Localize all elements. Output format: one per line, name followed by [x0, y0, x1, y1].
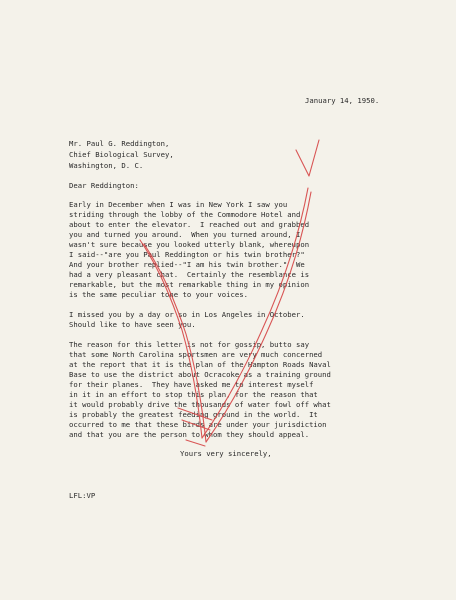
check-mark-stroke — [296, 140, 319, 176]
body-line: you and turned you around. When you turned around, I — [69, 230, 301, 239]
body-line: and that you are the person to whom they should appeal. — [69, 430, 310, 439]
body-line: that some North Carolina sportsmen are very much concerned — [69, 350, 323, 359]
recipient-title: Chief Biological Survey, — [69, 150, 174, 159]
body-line: Should like to have seen you. — [69, 320, 196, 329]
closing: Yours very sincerely, — [180, 449, 272, 458]
body-line: at the report that it is the plan of the Hampton Roads Naval — [69, 360, 331, 369]
body-line: Base to use the district about Ocracoke as a training ground — [69, 370, 331, 379]
body-line: striding through the lobby of the Commodore Hotel and — [69, 210, 301, 219]
recipient-name: Mr. Paul G. Reddington, — [69, 139, 170, 148]
body-line: wasn't sure because you looked utterly blank, whereupon — [69, 240, 310, 249]
body-line: is the same peculiar tone to your voices. — [69, 290, 248, 299]
body-line: had a very pleasant chat. Certainly the resemblance is — [69, 270, 310, 279]
body-line: for their planes. They have asked me to interest myself — [69, 380, 314, 389]
body-line: And your brother replied--"I am his twin brother." We — [69, 260, 305, 269]
body-line: is probably the greatest feeding ground in the world. It — [69, 410, 318, 419]
body-line: remarkable, but the most remarkable thing in my opinion — [69, 280, 310, 289]
salutation: Dear Reddington: — [69, 181, 139, 190]
letter-date: January 14, 1950. — [305, 96, 380, 105]
body-line: in it in an effort to stop this plan, for the reason that — [69, 390, 318, 399]
body-line: I said--"are you Paul Reddington or his twin brother?" — [69, 250, 305, 259]
body-line: The reason for this letter is not for gossip, butto say — [69, 340, 310, 349]
body-line: Early in December when I was in New York I saw you — [69, 200, 288, 209]
typist-initials: LFL:VP — [69, 491, 96, 500]
body-line: occurred to me that these birds are under your jurisdiction — [69, 420, 327, 429]
body-line: about to enter the elevator. I reached out and grabbed — [69, 220, 310, 229]
body-line: it would probably drive the thousands of water fowl off what — [69, 400, 331, 409]
recipient-city: Washington, D. C. — [69, 161, 144, 170]
body-line: I missed you by a day or so in Los Angeles in October. — [69, 310, 305, 319]
